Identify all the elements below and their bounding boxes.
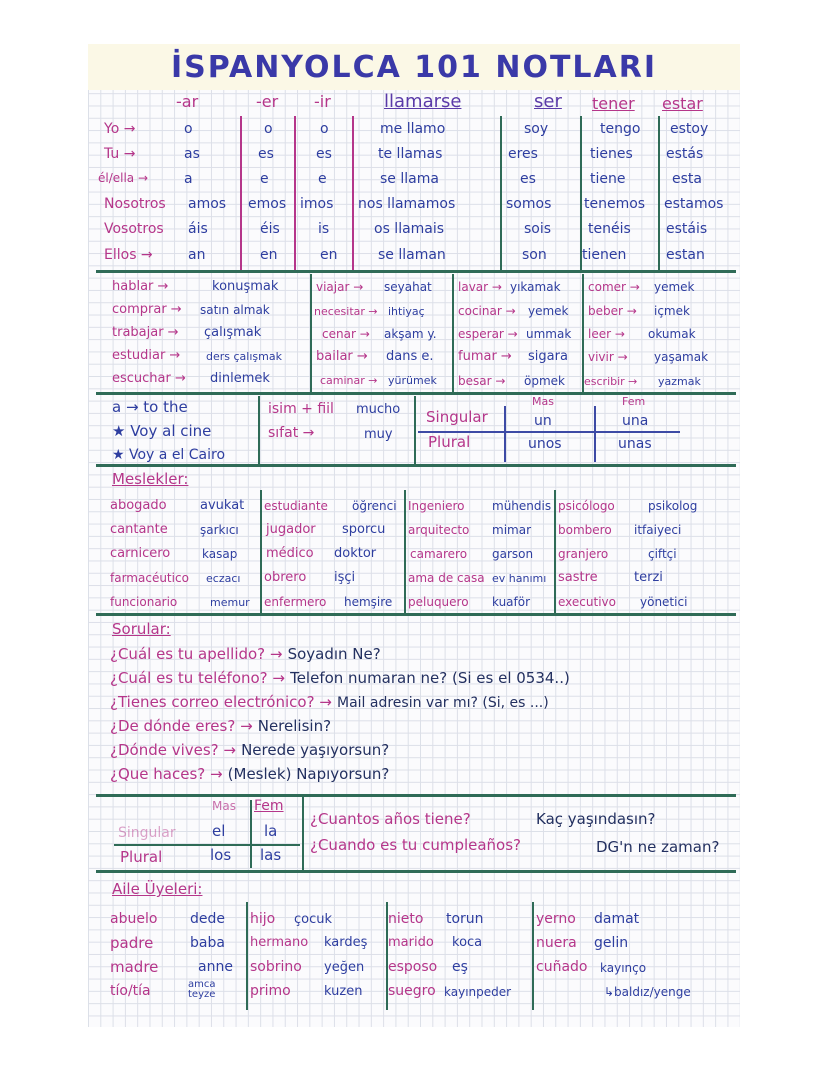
list-item: ¿Cuál es tu apellido? → Soyadın Ne? [110,645,381,663]
section-divider [96,613,736,616]
divider [250,800,252,868]
header-estar: estar [662,94,703,113]
divider [554,490,556,614]
divider [500,116,502,272]
divider [294,116,296,272]
divider [240,116,242,272]
section-heading: Aile Üyeleri: [112,880,203,898]
header-er: -er [256,92,279,111]
divider [414,396,416,466]
header-llamarse: llamarse [384,91,462,112]
section-heading: Meslekler: [112,470,189,488]
page-title: İSPANYOLCA 101 NOTLARI [170,50,658,85]
section-heading: Sorular: [112,620,171,638]
list-item: ¿Que haces? → (Meslek) Napıyorsun? [110,765,390,783]
notebook-page: İSPANYOLCA 101 NOTLARI -ar -er -ir llamarse ser tener estar Yo → o o o me llamo soy tengo estoy Tu → as es es te llamas eres tienes estás él/ella → a e e se llama es tiene esta Nosotros amos emos imos nos llamamos somos tenemos estamos Vosotros áis éis is os llamais sois tenéis estáis Ellos → an en en se llaman son tienen estan hablar → konuşmak comprar → satın almak trabajar → çalışmak estudiar → ders çalışmak escuchar → dinlemek viajar → seyahat necesitar → ihtiyaç cenar → akşam y. bailar → dans e. caminar → yürümek lavar → yıkamak cocinar → yemek esperar → ummak fumar → sigara besar → öpmek comer → yemek beber → içmek leer → okumak vivir → yaşamak escribir → yazmak a → to the ★ Voy al cine ★ Voy a el Cairo isim + fiil mucho sıfat → muy Mas Fem Singular un una Plural unos unas Meslekler: abogado avukat estudiante öğrenci Ingeniero mühendis psicólogo psikolog cantante şarkıcı jugador sporcu arquitecto mimar bombero itfaiyeci carnicero kasap médico doktor camarero garson granjero çiftçi farmacéutico eczacı obrero işçi ama de casa ev hanımı sastre terzi funcionario memur enfermero hemşire peluquero kuaför executivo yönetici Sorular: ¿Cuál es tu apellido? → Soyadın Ne? ¿Cuál es tu teléfono? → Telefon numaran ne? (Si es el 0534..) ¿Tienes correo electrónico? → Mail adresin var mı? (Si, es ...) ¿De dónde eres? → Nerelisin? ¿Dónde vives? → Nerede yaşıyorsun? ¿Que haces? → (Meslek) Napıyorsun? Mas Fem Singular el la Plural los las ¿Cuantos años tiene? Kaç yaşındasın? ¿Cuando es tu cumpleaños? DG'n ne zaman? Aile Üyeleri: abuelo dede padre baba madre anne tío/tía amca teyze hijo çocuk hermano kardeş sobrino yeğen primo kuzen nieto torun marido koca esposo eş suegro kayınpeder yerno damat nuera gelin cuñado kayınço ↳baldız/yenge [88,44,740,1027]
header-ir: -ir [314,92,331,111]
divider [260,490,262,614]
section-divider [96,270,736,273]
divider [246,902,248,1010]
header-tener: tener [592,94,635,113]
divider [452,274,454,392]
list-item: ¿De dónde eres? → Nerelisin? [110,717,332,735]
divider [258,396,260,466]
divider [658,116,660,272]
divider [404,490,406,614]
section-divider [96,870,736,873]
list-item: ¿Tienes correo electrónico? → Mail adresin var mı? (Si, es ...) [110,693,549,711]
divider [504,406,506,462]
section-divider [96,794,736,797]
section-divider [96,464,736,467]
divider [310,274,312,392]
header-ar: -ar [176,92,199,111]
header-ser: ser [534,91,562,112]
list-item: ¿Dónde vives? → Nerede yaşıyorsun? [110,741,390,759]
divider [352,116,354,272]
divider [302,796,304,870]
divider [594,406,596,462]
list-item: ¿Cuál es tu teléfono? → Telefon numaran ne? (Si es el 0534..) [110,669,570,687]
divider [532,902,534,1010]
